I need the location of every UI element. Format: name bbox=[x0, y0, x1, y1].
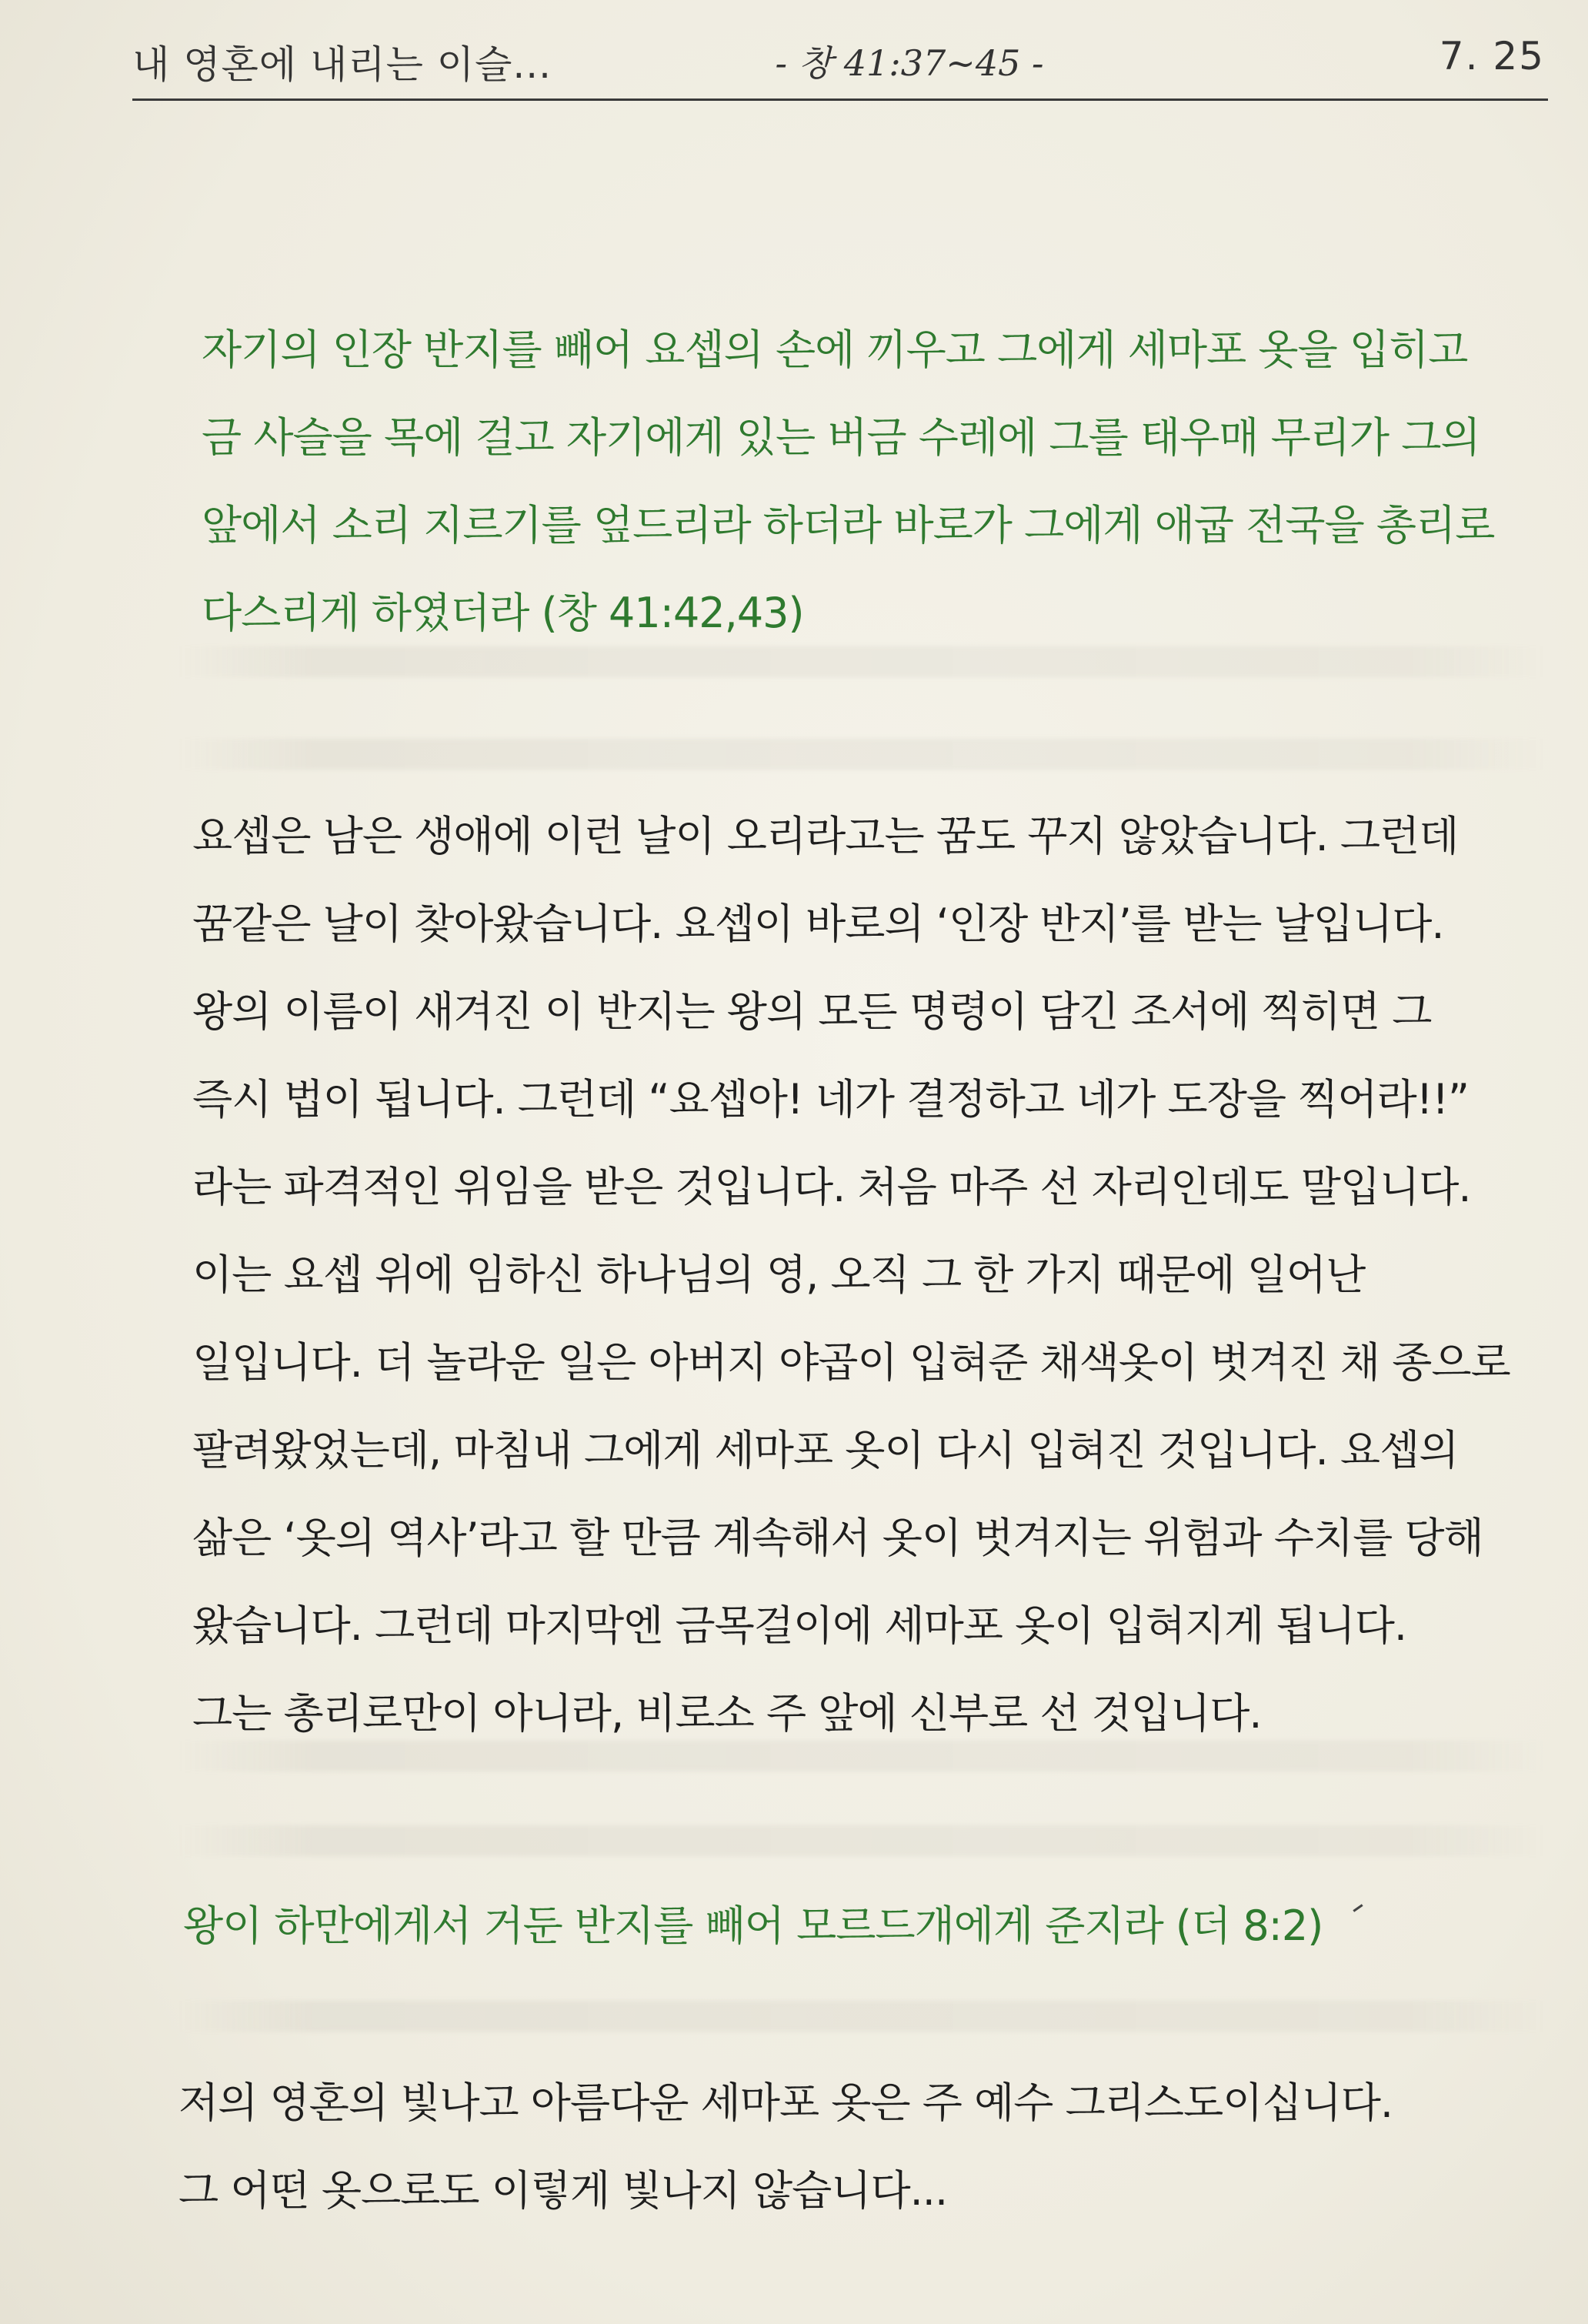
paragraph-line: 꿈같은 날이 찾아왔습니다. 요셉이 바로의 ‘인장 반지’를 받는 날입니다. bbox=[192, 900, 1444, 948]
page-header bbox=[132, 31, 1548, 101]
paragraph-line: 왕의 이름이 새겨진 이 반지는 왕의 모든 명령이 담긴 조서에 찍히면 그 bbox=[192, 987, 1432, 1036]
paragraph-line: 저의 영혼의 빛나고 아름다운 세마포 옷은 주 예수 그리스도이십니다. bbox=[178, 2079, 1393, 2127]
verse-line: 금 사슬을 목에 걸고 자기에게 있는 버금 수레에 그를 태우매 무리가 그의 bbox=[202, 413, 1480, 462]
second-verse bbox=[183, 1882, 1399, 1970]
book-title: 내 영혼에 내리는 이슬... bbox=[132, 42, 552, 87]
paragraph-line: 이는 요셉 위에 임하신 하나님의 영, 오직 그 한 가지 때문에 일어난 bbox=[192, 1250, 1366, 1299]
paragraph-line: 팔려왔었는데, 마침내 그에게 세마포 옷이 다시 입혀진 것입니다. 요셉의 bbox=[192, 1426, 1459, 1474]
verse-line: 다스리게 하였더라 (창 41:42,43) bbox=[202, 589, 804, 637]
meditation-paragraph bbox=[192, 793, 1531, 1758]
verse-line: 앞에서 소리 지르기를 엎드리라 하더라 바로가 그에게 애굽 전국을 총리로 bbox=[202, 501, 1495, 549]
paragraph-line: 삶은 ‘옷의 역사’라고 할 만큼 계속해서 옷이 벗겨지는 위험과 수치를 당해 bbox=[192, 1514, 1483, 1562]
closing-paragraph bbox=[178, 2059, 1486, 2235]
paragraph-line: 일입니다. 더 놀라운 일은 아버지 야곱이 입혀준 채색옷이 벗겨진 채 종으로 bbox=[192, 1338, 1510, 1387]
paragraph-line: 라는 파격적인 위임을 받은 것입니다. 처음 마주 선 자리인데도 말입니다. bbox=[192, 1163, 1471, 1211]
paragraph-line: 요셉은 남은 생애에 이런 날이 오리라고는 꿈도 꾸지 않았습니다. 그런데 bbox=[192, 812, 1459, 860]
bleed-through-line bbox=[177, 739, 1546, 770]
bleed-through-line bbox=[177, 2001, 1546, 2032]
bleed-through-line bbox=[177, 1825, 1546, 1856]
page-date: 7. 25 bbox=[1439, 34, 1545, 78]
paragraph-line: 왔습니다. 그런데 마지막엔 금목걸이에 세마포 옷이 입혀지게 됩니다. bbox=[192, 1601, 1407, 1650]
scripture-reference: - 창 41:37~45 - bbox=[775, 42, 1044, 84]
paragraph-line: 그는 총리로만이 아니라, 비로소 주 앞에 신부로 선 것입니다. bbox=[192, 1689, 1262, 1738]
opening-verse bbox=[202, 306, 1510, 657]
paragraph-line: 그 어떤 옷으로도 이렇게 빛나지 않습니다... bbox=[178, 2166, 948, 2215]
verse-line: 왕이 하만에게서 거둔 반지를 빼어 모르드개에게 준지라 (더 8:2) bbox=[183, 1902, 1323, 1950]
verse-line: 자기의 인장 반지를 빼어 요셉의 손에 끼우고 그에게 세마포 옷을 입히고 bbox=[202, 326, 1468, 374]
paragraph-line: 즉시 법이 됩니다. 그런데 “요셉아! 네가 결정하고 네가 도장을 찍어라!!” bbox=[192, 1075, 1469, 1124]
